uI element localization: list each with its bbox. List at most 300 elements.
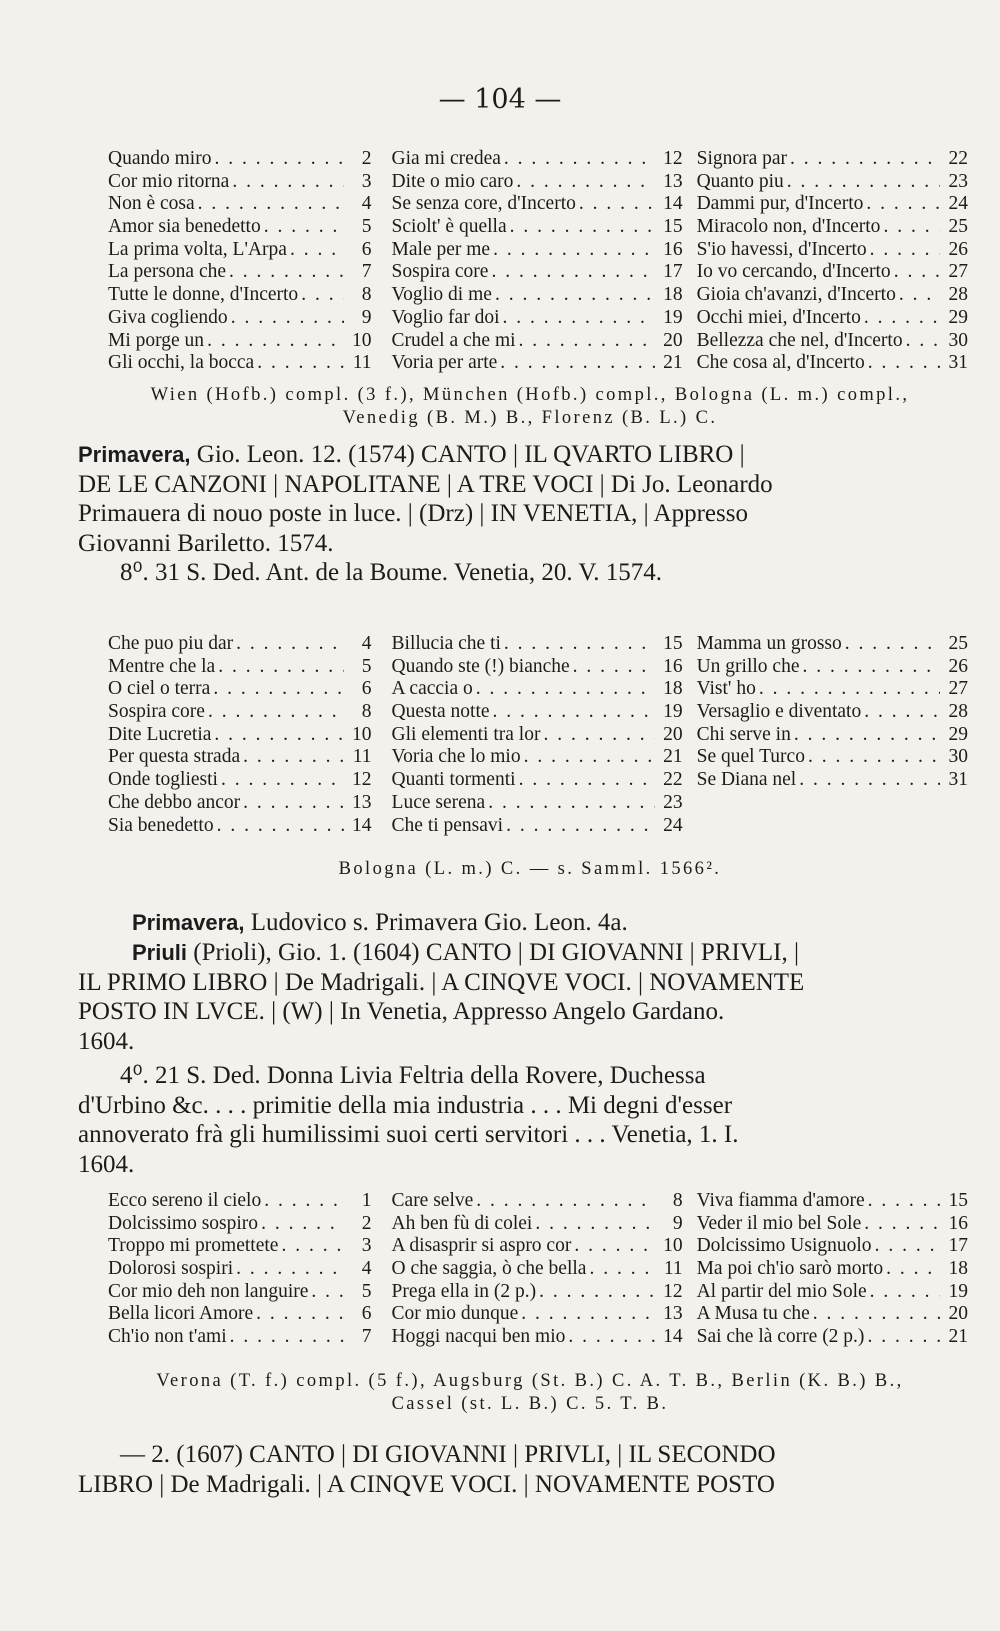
- index-entry: [372, 261, 683, 284]
- song-title: Signora par: [696, 148, 788, 169]
- index-entry: [683, 678, 968, 701]
- song-number: 16: [663, 238, 683, 260]
- song-number: 25: [948, 216, 968, 238]
- index-entry: [683, 330, 968, 353]
- song-number: 12: [352, 769, 372, 791]
- song-number: 8: [361, 284, 372, 306]
- song-number: 6: [361, 1303, 372, 1325]
- index-row: [108, 633, 968, 656]
- song-number: 25: [948, 633, 968, 654]
- dot-leader: [532, 1213, 654, 1236]
- song-title: Mi porge un: [108, 329, 205, 351]
- index-entry: [683, 656, 968, 679]
- index-entry: [683, 1235, 968, 1258]
- dot-leader: [211, 724, 343, 747]
- song-title: Billucia che ti: [391, 633, 501, 654]
- dot-leader: [521, 746, 655, 769]
- index-row: [108, 656, 968, 679]
- song-title: Gli elementi tra lor: [391, 723, 541, 745]
- song-number: 8: [361, 701, 372, 723]
- entry-line: 1604.: [78, 1027, 135, 1055]
- song-title: Che ti pensavi: [391, 814, 504, 836]
- song-number: 10: [352, 329, 372, 351]
- song-number: 29: [948, 723, 968, 745]
- index-entry: [372, 330, 683, 353]
- index-entry: [683, 724, 968, 747]
- dot-leader: [287, 239, 344, 262]
- song-title: Questa notte: [391, 701, 490, 723]
- locations-line: Bologna (L. m.) C. — s. Samml. 1566².: [338, 859, 722, 879]
- entry-line: POSTO IN LVCE. | (W) | In Venetia, Appresso Angelo Gardano.: [78, 998, 725, 1025]
- song-index-1: [108, 148, 968, 375]
- page-number: — 104 —: [438, 84, 562, 115]
- song-number: 18: [663, 678, 683, 700]
- dot-leader: [586, 1258, 654, 1281]
- song-title: A disasprir si aspro cor: [391, 1235, 572, 1257]
- song-title: Bellezza che nel, d'Incerto: [696, 329, 903, 351]
- dot-leader: [518, 1303, 654, 1326]
- song-title: Che cosa al, d'Incerto: [696, 352, 865, 374]
- song-number: 13: [663, 1303, 683, 1325]
- index-row: [108, 1326, 968, 1349]
- dot-leader: [536, 1281, 654, 1304]
- index-entry: [372, 678, 683, 701]
- song-title: Ecco sereno il cielo: [108, 1190, 262, 1211]
- locations-line: Verona (T. f.) compl. (5 f.), Augsburg (St. B.) C. A. T. B., Berlin (K. B.) B.,: [156, 1371, 904, 1391]
- song-number: 26: [948, 238, 968, 260]
- dot-leader: [796, 769, 940, 792]
- index-entry: [683, 1303, 968, 1326]
- dot-leader: [880, 216, 940, 239]
- index-entry: [372, 746, 683, 769]
- song-title: O che saggia, ò che bella: [391, 1258, 587, 1280]
- dot-leader: [867, 1281, 940, 1304]
- dot-leader: [490, 239, 655, 262]
- song-number: 15: [663, 216, 683, 238]
- dot-leader: [791, 724, 940, 747]
- index-entry: [372, 769, 683, 792]
- index-row: [108, 1281, 968, 1304]
- index-row: [108, 352, 968, 375]
- dot-leader: [233, 633, 343, 656]
- song-title: Cor mio deh non languire: [108, 1280, 309, 1302]
- song-title: Se senza core, d'Incerto: [391, 193, 576, 215]
- entry-line: [78, 440, 962, 470]
- dot-leader: [229, 171, 343, 194]
- dot-leader: [883, 1258, 940, 1281]
- index-row: [108, 1258, 968, 1281]
- song-number: 3: [361, 170, 372, 192]
- song-index-3: [108, 1190, 968, 1349]
- entry-text: (Prioli), Gio. 1. (1604) CANTO | DI GIOVANNI | PRIVLI, |: [193, 939, 799, 966]
- song-title: Tutte le donne, d'Incerto: [108, 284, 299, 306]
- dot-leader: [516, 769, 655, 792]
- entry-heading: Primavera,: [78, 442, 191, 467]
- song-title: Sia benedetto: [108, 814, 214, 836]
- library-locations-1: [100, 384, 960, 430]
- index-entry: [108, 216, 372, 239]
- dot-leader: [204, 330, 343, 353]
- song-title: Occhi miei, d'Incerto: [696, 306, 861, 328]
- song-number: 5: [361, 1280, 372, 1302]
- dot-leader: [865, 1190, 940, 1213]
- dot-leader: [240, 746, 343, 769]
- index-row: [108, 1190, 968, 1213]
- index-entry: [683, 1326, 968, 1349]
- index-entry: [372, 307, 683, 330]
- dot-leader: [861, 1213, 940, 1236]
- index-row: [108, 307, 968, 330]
- song-title: Chi serve in: [696, 723, 791, 745]
- index-entry: [372, 1326, 683, 1349]
- cross-reference: [78, 908, 962, 938]
- song-number: 10: [663, 1235, 683, 1257]
- entry-heading: Primavera,: [132, 910, 245, 935]
- index-row: [108, 216, 968, 239]
- dot-leader: [240, 792, 343, 815]
- dot-leader: [570, 656, 655, 679]
- entry-line: 8⁰. 31 S. Ded. Ant. de la Boume. Venetia, 20. V. 1574.: [120, 559, 662, 586]
- song-title: Miracolo non, d'Incerto: [696, 216, 881, 238]
- index-entry: [108, 284, 372, 307]
- library-locations-3: [100, 1370, 960, 1416]
- index-entry: [108, 193, 372, 216]
- song-number: 2: [361, 1212, 372, 1234]
- dot-leader: [228, 307, 344, 330]
- song-number: 5: [361, 216, 372, 238]
- song-title: Voria per arte: [391, 352, 498, 374]
- song-number: 9: [672, 1212, 683, 1234]
- song-number: 28: [948, 284, 968, 306]
- index-entry: [372, 284, 683, 307]
- dot-leader: [576, 193, 655, 216]
- song-title: Onde togliesti: [108, 769, 218, 791]
- song-number: 16: [663, 655, 683, 677]
- index-row: [108, 724, 968, 747]
- song-title: Dite Lucretia: [108, 723, 212, 745]
- index-entry: [683, 701, 968, 724]
- dot-leader: [787, 148, 940, 171]
- song-number: 31: [948, 769, 968, 791]
- index-entry: [372, 633, 683, 656]
- song-title: A caccia o: [391, 678, 473, 700]
- index-entry: [108, 1303, 372, 1326]
- dot-leader: [501, 148, 655, 171]
- index-entry: [108, 792, 372, 815]
- song-number: 30: [948, 329, 968, 351]
- dot-leader: [863, 193, 940, 216]
- index-row: [108, 193, 968, 216]
- dot-leader: [214, 815, 344, 838]
- entry-line: d'Urbino &c. . . . primitie della mia industria . . . Mi degni d'esser: [78, 1091, 733, 1119]
- dot-leader: [810, 1303, 940, 1326]
- entry-line: [78, 938, 962, 968]
- dot-leader: [488, 261, 654, 284]
- index-entry: [683, 633, 968, 656]
- entry-priuli-1: [78, 938, 962, 1179]
- song-number: 31: [948, 352, 968, 374]
- song-number: 20: [948, 1303, 968, 1325]
- dot-leader: [195, 193, 344, 216]
- dot-leader: [513, 171, 654, 194]
- index-entry: [372, 1190, 683, 1213]
- entry-line: 4⁰. 21 S. Ded. Donna Livia Feltria della Rovere, Duchessa: [120, 1062, 706, 1089]
- index-entry: [108, 261, 372, 284]
- index-entry: [108, 701, 372, 724]
- song-title: Cor mio ritorna: [108, 170, 230, 192]
- dot-leader: [507, 216, 655, 239]
- song-title: Gli occhi, la bocca: [108, 352, 255, 374]
- dot-leader: [516, 330, 655, 353]
- dot-leader: [261, 1190, 343, 1213]
- dot-leader: [565, 1326, 654, 1349]
- index-entry: [372, 724, 683, 747]
- dot-leader: [872, 1235, 940, 1258]
- song-title: O ciel o terra: [108, 678, 211, 700]
- song-number: 7: [361, 261, 372, 283]
- song-number: 21: [948, 1326, 968, 1348]
- dot-leader: [540, 724, 654, 747]
- song-number: 13: [352, 791, 372, 813]
- song-title: Dolcissimo Usignuolo: [696, 1235, 872, 1257]
- dot-leader: [784, 171, 940, 194]
- index-entry: [683, 284, 968, 307]
- song-title: Male per me: [391, 238, 491, 260]
- song-title: Per questa strada: [108, 746, 241, 768]
- dot-leader: [211, 148, 343, 171]
- index-row: [108, 746, 968, 769]
- entry-primavera-12: [78, 440, 962, 588]
- song-title: Dite o mio caro: [391, 170, 514, 192]
- index-entry: [683, 171, 968, 194]
- song-number: 26: [948, 655, 968, 677]
- song-title: Versaglio e diventato: [696, 701, 862, 723]
- song-index-2: [108, 633, 968, 837]
- dot-leader: [215, 656, 343, 679]
- song-title: Ah ben fù di colei: [391, 1212, 533, 1234]
- song-title: Ma poi ch'io sarò morto: [696, 1258, 884, 1280]
- song-title: Troppo mi promettete: [108, 1235, 279, 1257]
- song-title: La persona che: [108, 261, 227, 283]
- index-entry: [108, 746, 372, 769]
- song-title: Che puo piu dar: [108, 633, 234, 654]
- song-title: Al partir del mio Sole: [696, 1280, 867, 1302]
- index-entry: [683, 1190, 968, 1213]
- song-number: 27: [948, 678, 968, 700]
- dot-leader: [805, 746, 940, 769]
- index-row: [108, 1213, 968, 1236]
- song-number: 2: [361, 148, 372, 169]
- song-number: 19: [663, 306, 683, 328]
- song-title: Sai che là corre (2 p.): [696, 1326, 865, 1348]
- index-entry: [108, 1213, 372, 1236]
- entry-text: Gio. Leon. 12. (1574) CANTO | IL QVARTO LIBRO |: [196, 441, 745, 468]
- song-number: 23: [663, 791, 683, 813]
- song-title: Dolcissimo sospiro: [108, 1212, 259, 1234]
- song-number: 24: [663, 814, 683, 836]
- index-entry: [108, 148, 372, 171]
- song-title: Che debbo ancor: [108, 791, 241, 813]
- song-title: Voglio far doi: [391, 306, 500, 328]
- song-number: 23: [948, 170, 968, 192]
- dot-leader: [210, 678, 343, 701]
- index-entry: [683, 307, 968, 330]
- song-title: Hoggi nacqui ben mio: [391, 1326, 566, 1348]
- dot-leader: [756, 678, 940, 701]
- entry-priuli-2: [78, 1440, 962, 1499]
- entry-line: LIBRO | De Madrigali. | A CINQVE VOCI. | NOVAMENTE POSTO: [78, 1470, 775, 1498]
- index-entry: [372, 656, 683, 679]
- index-entry: [108, 1190, 372, 1213]
- song-title: Sospira core: [108, 701, 205, 723]
- dot-leader: [503, 815, 654, 838]
- song-number: 17: [663, 261, 683, 283]
- song-number: 19: [948, 1280, 968, 1302]
- dot-leader: [842, 633, 940, 656]
- song-title: Veder il mio bel Sole: [696, 1212, 862, 1234]
- song-title: Quanti tormenti: [391, 769, 516, 791]
- song-title: Quando miro: [108, 148, 212, 169]
- song-number: 6: [361, 238, 372, 260]
- song-number: 13: [663, 170, 683, 192]
- song-number: 8: [672, 1190, 683, 1211]
- song-number: 16: [948, 1212, 968, 1234]
- song-number: 11: [352, 746, 372, 768]
- index-entry: [683, 769, 968, 792]
- song-title: Viva fiamma d'amore: [696, 1190, 865, 1211]
- dot-leader: [227, 1326, 344, 1349]
- song-number: 7: [361, 1326, 372, 1348]
- library-locations-2: [100, 858, 960, 881]
- song-number: 29: [948, 306, 968, 328]
- index-entry: [108, 724, 372, 747]
- index-row: [108, 171, 968, 194]
- entry-line: 1604.: [78, 1150, 135, 1178]
- dot-leader: [492, 284, 655, 307]
- index-entry: [108, 352, 372, 375]
- dot-leader: [861, 307, 940, 330]
- index-entry: [683, 261, 968, 284]
- index-entry: [372, 352, 683, 375]
- locations-line: Venedig (B. M.) B., Florenz (B. L.) C.: [342, 408, 718, 428]
- song-title: Io vo cercando, d'Incerto: [696, 261, 891, 283]
- song-number: 18: [948, 1258, 968, 1280]
- index-empty-cell: [683, 815, 968, 838]
- song-title: A Musa tu che: [696, 1303, 810, 1325]
- song-title: Cor mio dunque: [391, 1303, 519, 1325]
- song-number: 20: [663, 329, 683, 351]
- song-number: 24: [948, 193, 968, 215]
- index-entry: [372, 216, 683, 239]
- song-number: 19: [663, 701, 683, 723]
- dot-leader: [473, 678, 655, 701]
- index-entry: [683, 1213, 968, 1236]
- entry-line: Giovanni Bariletto. 1574.: [78, 529, 334, 557]
- song-number: 17: [948, 1235, 968, 1257]
- song-number: 30: [948, 746, 968, 768]
- song-title: Amor sia benedetto: [108, 216, 261, 238]
- song-number: 4: [361, 633, 372, 654]
- index-entry: [108, 330, 372, 353]
- dot-leader: [891, 261, 940, 284]
- index-entry: [683, 1258, 968, 1281]
- index-entry: [372, 1213, 683, 1236]
- song-title: Un grillo che: [696, 655, 800, 677]
- dot-leader: [258, 1213, 343, 1236]
- song-title: Non è cosa: [108, 193, 195, 215]
- song-number: 14: [663, 1326, 683, 1348]
- index-row: [108, 769, 968, 792]
- song-title: Voglio di me: [391, 284, 492, 306]
- dot-leader: [473, 1190, 654, 1213]
- index-row: [108, 261, 968, 284]
- dot-leader: [233, 1258, 343, 1281]
- index-row: [108, 1303, 968, 1326]
- song-title: Dolorosi sospiri: [108, 1258, 234, 1280]
- song-number: 14: [352, 814, 372, 836]
- song-title: Giva cogliendo: [108, 306, 228, 328]
- song-number: 4: [361, 1258, 372, 1280]
- song-title: La prima volta, L'Arpa: [108, 238, 287, 260]
- dot-leader: [490, 701, 655, 724]
- index-entry: [372, 171, 683, 194]
- index-entry: [683, 148, 968, 171]
- song-title: Mentre che la: [108, 655, 216, 677]
- entry-line: IL PRIMO LIBRO | De Madrigali. | A CINQVE VOCI. | NOVAMENTE: [78, 968, 805, 996]
- song-title: Ch'io non t'ami: [108, 1326, 227, 1348]
- entry-heading: Priuli: [132, 940, 188, 965]
- song-number: 18: [663, 284, 683, 306]
- song-number: 27: [948, 261, 968, 283]
- song-title: Se quel Turco: [696, 746, 805, 768]
- index-row: [108, 284, 968, 307]
- locations-line: Wien (Hofb.) compl. (3 f.), München (Hofb.) compl., Bologna (L. m.) compl.,: [150, 385, 910, 405]
- song-title: Se Diana nel: [696, 769, 797, 791]
- index-entry: [372, 815, 683, 838]
- dot-leader: [205, 701, 344, 724]
- song-number: 3: [361, 1235, 372, 1257]
- index-entry: [372, 1258, 683, 1281]
- entry-line: annoverato frà gli humilissimi suoi certi servitori . . . Venetia, 1. I.: [78, 1121, 739, 1148]
- song-number: 14: [663, 193, 683, 215]
- dot-leader: [254, 352, 343, 375]
- index-row: [108, 330, 968, 353]
- index-entry: [108, 1235, 372, 1258]
- entry-line: — 2. (1607) CANTO | DI GIOVANNI | PRIVLI, | IL SECONDO: [120, 1441, 776, 1468]
- song-number: 6: [361, 678, 372, 700]
- dot-leader: [226, 261, 344, 284]
- index-entry: [372, 193, 683, 216]
- dot-leader: [485, 792, 654, 815]
- song-number: 28: [948, 701, 968, 723]
- song-number: 21: [663, 352, 683, 374]
- index-entry: [372, 701, 683, 724]
- index-entry: [683, 746, 968, 769]
- index-entry: [108, 1326, 372, 1349]
- dot-leader: [903, 330, 940, 353]
- index-row: [108, 792, 968, 815]
- dot-leader: [497, 352, 654, 375]
- song-title: Mamma un grosso: [696, 633, 842, 654]
- dot-leader: [298, 284, 343, 307]
- dot-leader: [864, 1326, 940, 1349]
- index-entry: [683, 193, 968, 216]
- song-title: Quanto piu: [696, 170, 784, 192]
- song-title: Gia mi credea: [391, 148, 501, 169]
- locations-line: Cassel (st. L. B.) C. 5. T. B.: [391, 1394, 669, 1414]
- index-entry: [108, 656, 372, 679]
- dot-leader: [278, 1235, 343, 1258]
